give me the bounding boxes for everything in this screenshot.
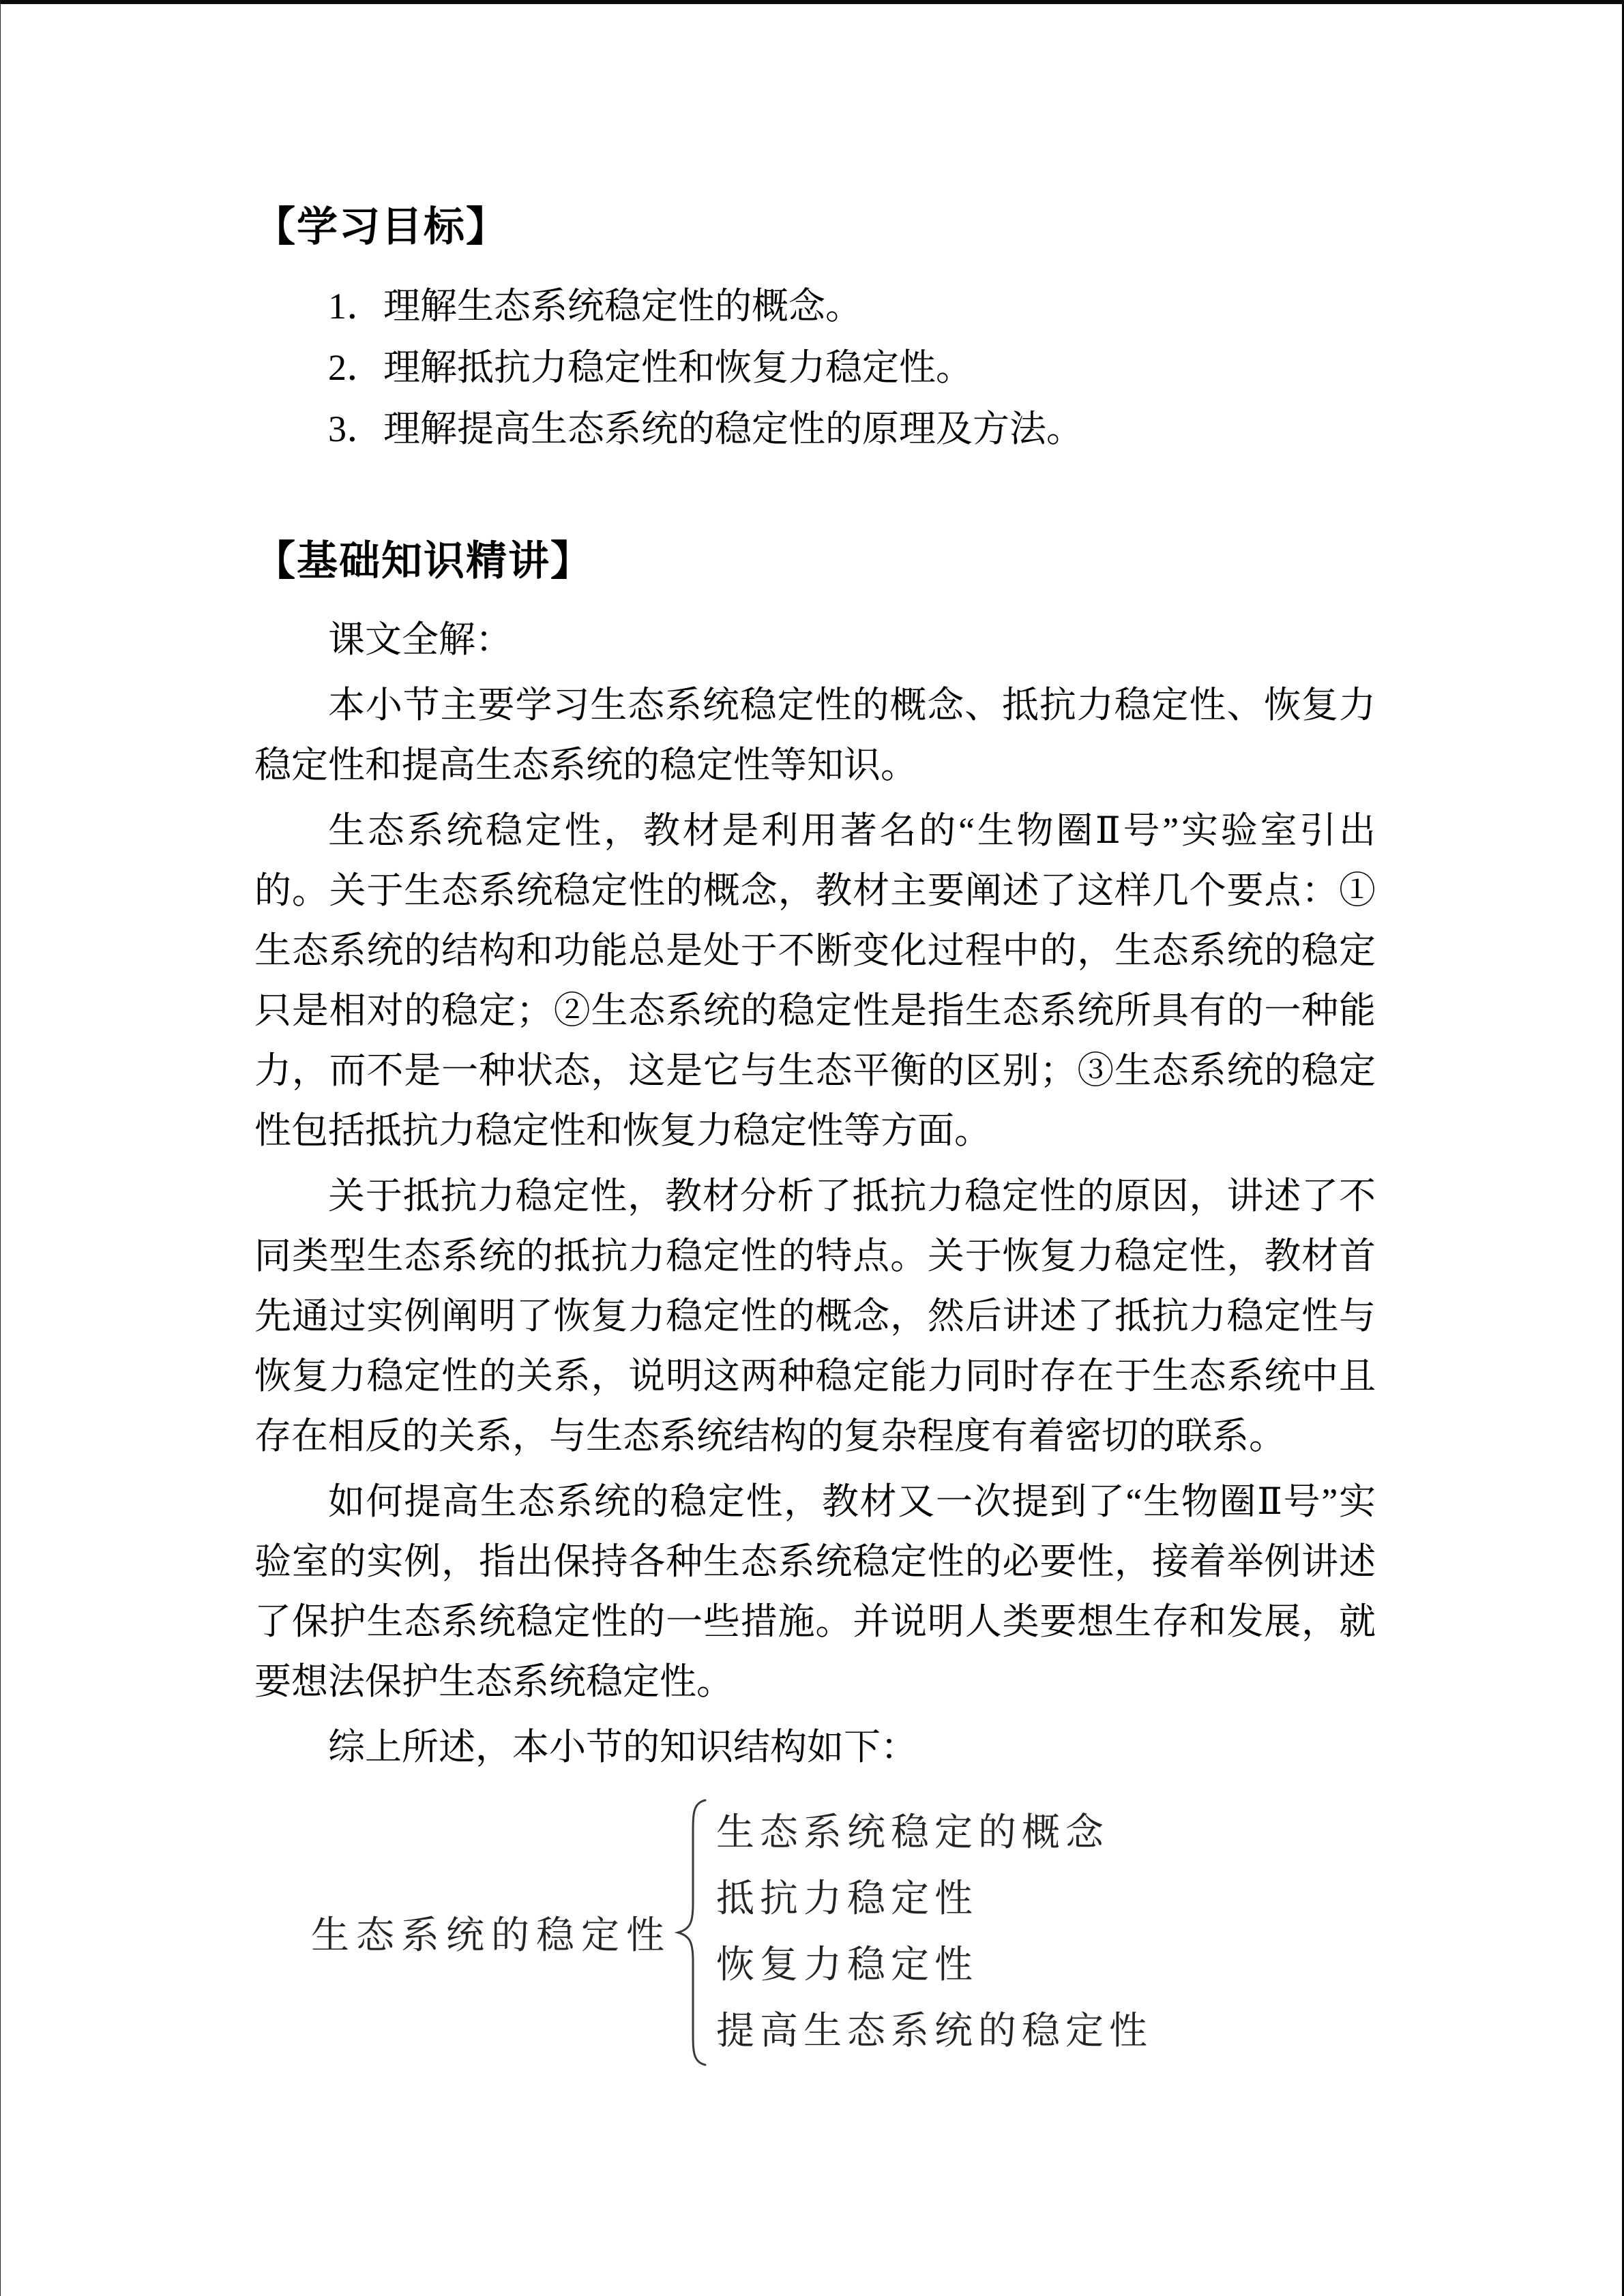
diagram-branch-resistance: 抵抗力稳定性 [716, 1878, 978, 1920]
diagram-branch-concept: 生态系统稳定的概念 [716, 1812, 1109, 1854]
curly-brace-icon [673, 1796, 708, 2069]
basics-heading: 【基础知识精讲】 [254, 539, 593, 584]
diagram-branches [716, 1800, 1153, 2065]
objectives-heading: 【学习目标】 [254, 205, 508, 250]
diagram-branch-resilience: 恢复力稳定性 [716, 1944, 978, 1986]
objective-item-1: 1．理解生态系统稳定性的概念。 [328, 286, 862, 327]
paragraph-stability-concept: 生态系统稳定性，教材是利用著名的“生物圈Ⅱ号”实验室引出的。关于生态系统稳定性的概念，教材主要阐述了这样几个要点：①生态系统的结构和功能总是处于不断变化过程中的，生态系统的稳定只是相对的稳定；②生态系统的稳定性是指生态系统所具有的一种能力，而不是一种状态，这是它与生态平衡的区别；③生态系统的稳定性包括抵抗力稳定性和恢复力稳定性等方面。 [254, 810, 1376, 1151]
objective-item-3: 3．理解提高生态系统的稳定性的原理及方法。 [328, 408, 1083, 449]
knowledge-structure-diagram [311, 1796, 1376, 2069]
paragraph-summary-intro: 综上所述，本小节的知识结构如下： [328, 1727, 917, 1768]
section-basics [254, 536, 1376, 1777]
section-objectives [254, 202, 1376, 460]
lead-paragraph: 课文全解： [328, 619, 512, 660]
page-content [1, 4, 1622, 2069]
objective-item-2: 2．理解抵抗力稳定性和恢复力稳定性。 [328, 347, 973, 388]
paragraph-improve-stability: 如何提高生态系统的稳定性，教材又一次提到了“生物圈Ⅱ号”实验室的实例，指出保持各种生态系统稳定性的必要性，接着举例讲述了保护生态系统稳定性的一些措施。并说明人类要想生存和发展，就要想法保护生态系统稳定性。 [254, 1481, 1376, 1702]
diagram-root-label: 生态系统的稳定性 [311, 1915, 671, 1957]
paragraph-resistance-resilience: 关于抵抗力稳定性，教材分析了抵抗力稳定性的原因，讲述了不同类型生态系统的抵抗力稳定性的特点。关于恢复力稳定性，教材首先通过实例阐明了恢复力稳定性的概念，然后讲述了抵抗力稳定性与恢复力稳定性的关系，说明这两种稳定能力同时存在于生态系统中且存在相反的关系，与生态系统结构的复杂程度有着密切的联系。 [254, 1176, 1376, 1457]
paragraph-overview: 本小节主要学习生态系统稳定性的概念、抵抗力稳定性、恢复力稳定性和提高生态系统的稳定性等知识。 [254, 685, 1376, 786]
diagram-branch-improve: 提高生态系统的稳定性 [716, 2010, 1153, 2053]
